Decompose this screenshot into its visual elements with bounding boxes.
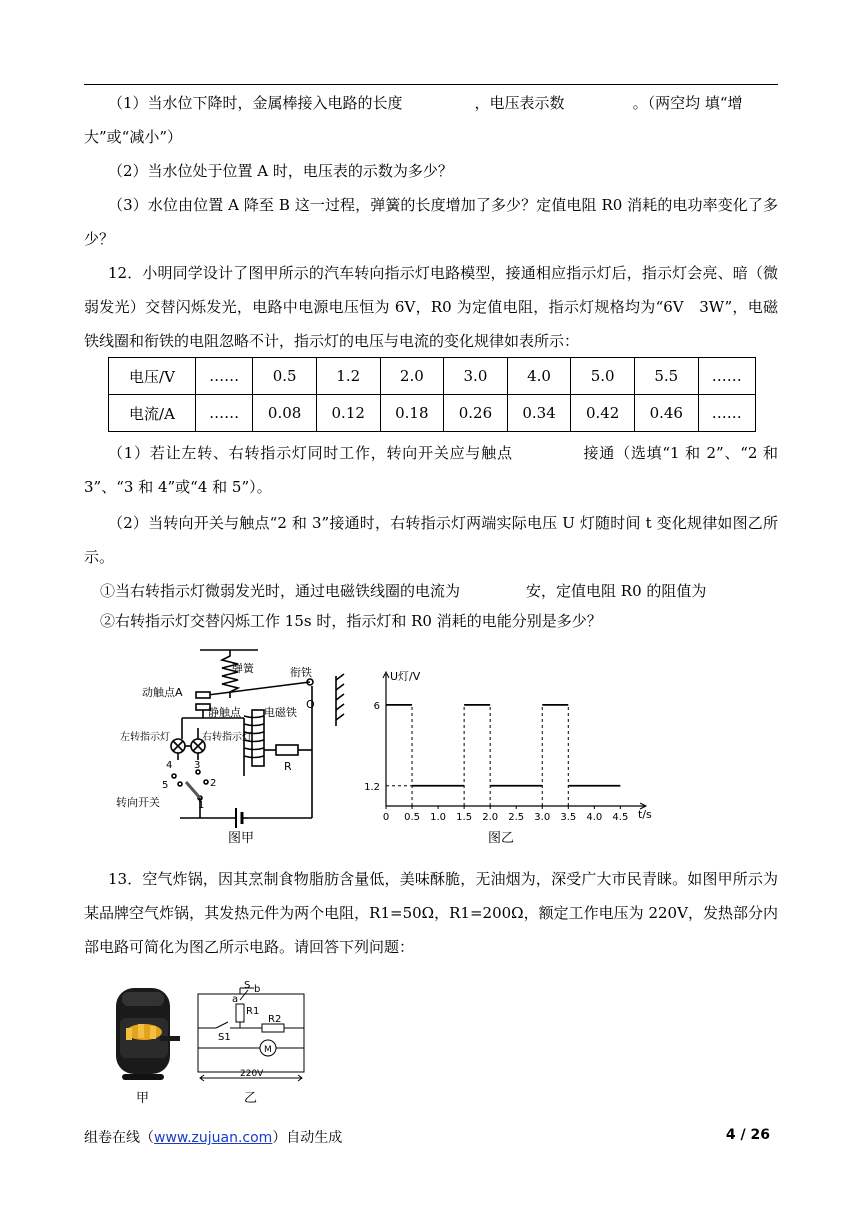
q11-part3: （3）水位由位置 A 降至 B 这一过程，弹簧的长度增加了多少？定值电阻 R0 消耗的电功率变化了多少？: [84, 196, 778, 248]
figure-yi-chart: [352, 668, 662, 846]
q12-sub1-text-b: 接通（选填“1 和 2”、“2 和 3”、“3 和 4”或“4 和 5”）。: [84, 444, 778, 496]
table-cell: 1.2: [316, 358, 380, 395]
x-tick-label: 4.5: [612, 812, 629, 823]
table-cell: ……: [698, 395, 755, 432]
figure-q13: [104, 978, 344, 1108]
table-cell: 0.12: [316, 395, 380, 432]
table-cell: 0.42: [571, 395, 635, 432]
x-tick-label: 4.0: [586, 812, 603, 823]
figure-jia-circuit: [116, 646, 356, 846]
q11-part2: （2）当水位处于位置 A 时，电压表的示数为多少？: [108, 162, 453, 180]
q12-sub2-1: [100, 574, 778, 608]
x-tick-label: 2.0: [482, 812, 499, 823]
label-motor: M: [264, 1045, 272, 1055]
label-resistor: R: [284, 760, 292, 773]
q12-sub2-1-text-a: ①当右转指示灯微弱发光时，通过电磁铁线圈的电流为: [100, 582, 461, 600]
label-left-lamp: 左转指示灯: [120, 732, 170, 743]
table-cell: 0.5: [253, 358, 317, 395]
chart-y-label: U灯/V: [390, 670, 421, 683]
table-cell: 电压/V: [109, 358, 196, 395]
label-contact-2: 2: [210, 778, 217, 789]
table-cell: 电流/A: [109, 395, 196, 432]
label-spring: 弹簧: [232, 662, 254, 675]
q12-intro: 12．小明同学设计了图甲所示的汽车转向指示灯电路模型，接通相应指示灯后，指示灯会亮、暗（微弱发光）交替闪烁发光，电路中电源电压恒为 6V，R0 为定值电阻，指示灯规格均为“6V 3W”，电磁铁线圈和衔铁的电阻忽略不计，指示灯的电压与电流的变化规律如表所示：: [84, 264, 778, 350]
x-tick-label: 1.5: [456, 812, 473, 823]
table-cell: ……: [196, 358, 253, 395]
label-s: S: [244, 980, 251, 991]
label-contact-4: 4: [166, 760, 173, 771]
label-turn-switch: 转向开关: [116, 796, 160, 809]
label-static-contact: 静触点: [208, 706, 241, 719]
label-s1: S1: [218, 1032, 231, 1043]
chart-x-label: t/s: [638, 808, 652, 821]
table-cell: 0.46: [634, 395, 698, 432]
label-contact-3: 3: [194, 760, 201, 771]
voltage-current-table: [108, 357, 756, 432]
x-tick-label: 3.0: [534, 812, 551, 823]
table-cell: 2.0: [380, 358, 444, 395]
table-cell: 0.08: [253, 395, 317, 432]
table-cell: ……: [698, 358, 755, 395]
page-number: 4 / 26: [725, 1127, 770, 1143]
table-cell: 3.0: [444, 358, 508, 395]
footer-link[interactable]: www.zujuan.com: [154, 1130, 273, 1146]
y-tick-label: 6: [373, 700, 380, 712]
table-cell: 4.0: [507, 358, 571, 395]
chart-plot: [386, 705, 620, 806]
label-contact-1: 1: [198, 800, 205, 811]
footer-suffix: ）自动生成: [272, 1130, 343, 1146]
table-row: [109, 358, 756, 395]
table-cell: 0.26: [444, 395, 508, 432]
y-tick-label: 1.2: [364, 781, 380, 793]
label-220v: 220V: [240, 1069, 264, 1079]
q11-part1-text-a: （1）当水位下降时，金属棒接入电路的长度: [108, 94, 403, 112]
x-tick-label: 2.5: [508, 812, 525, 823]
caption-jia: 图甲: [228, 831, 255, 846]
label-pivot: O: [306, 698, 315, 711]
chart-axes: [364, 672, 646, 823]
x-tick-label: 3.5: [560, 812, 577, 823]
label-b: b: [254, 984, 261, 995]
caption-yi-13: 乙: [244, 1091, 258, 1106]
q12-sub1: [84, 436, 778, 504]
q12-sub2-2: ②右转指示灯交替闪烁工作 15s 时，指示灯和 R0 消耗的电能分别是多少？: [100, 612, 602, 630]
label-r1: R1: [246, 1006, 260, 1017]
caption-jia-13: 甲: [136, 1091, 150, 1106]
q11-part1: [84, 86, 778, 120]
caption-yi: 图乙: [488, 831, 515, 846]
q12-sub1-text-a: （1）若让左转、右转指示灯同时工作，转向开关应与触点: [108, 444, 513, 462]
q11-part1-text-b: ，电压表示数: [474, 94, 565, 112]
label-moving-contact: 动触点A: [142, 686, 183, 699]
footer-prefix: 组卷在线（: [84, 1130, 154, 1146]
label-right-lamp: 右转指示灯: [202, 732, 252, 743]
label-armature: 衔铁: [290, 666, 312, 679]
x-tick-label: 0.5: [404, 812, 420, 823]
footer-source: [84, 1127, 342, 1147]
q12-sub2-1-text-b: 安，定值电阻 R0 的阻值为: [526, 582, 707, 600]
header-rule: [84, 84, 778, 85]
label-electromagnet: 电磁铁: [264, 706, 297, 719]
q13-text: 13．空气炸锅，因其烹制食物脂肪含量低，美味酥脆，无油烟为，深受广大市民青睐。如图甲所示为某品牌空气炸锅，其发热元件为两个电阻，R1=50Ω，R1=200Ω，额定工作电压为 220V，发热部分内部电路可简化为图乙所示电路。请回答下列问题：: [84, 870, 778, 956]
q11-part1-text-c: 。（两空均 填“增: [632, 94, 743, 112]
q11-part1-cont: 大”或“减小”）: [84, 128, 183, 146]
table-row: [109, 395, 756, 432]
label-a: a: [232, 994, 239, 1005]
label-contact-5: 5: [162, 780, 169, 791]
table-cell: ……: [196, 395, 253, 432]
table-cell: 5.0: [571, 358, 635, 395]
table-cell: 0.34: [507, 395, 571, 432]
x-tick-label: 1.0: [430, 812, 447, 823]
table-cell: 0.18: [380, 395, 444, 432]
table-cell: 5.5: [634, 358, 698, 395]
q12-sub2: （2）当转向开关与触点“2 和 3”接通时，右转指示灯两端实际电压 U 灯随时间 t 变化规律如图乙所示。: [84, 514, 778, 566]
air-fryer-image: [116, 988, 180, 1080]
label-r2: R2: [268, 1014, 282, 1025]
x-tick-label: 0: [382, 812, 390, 823]
